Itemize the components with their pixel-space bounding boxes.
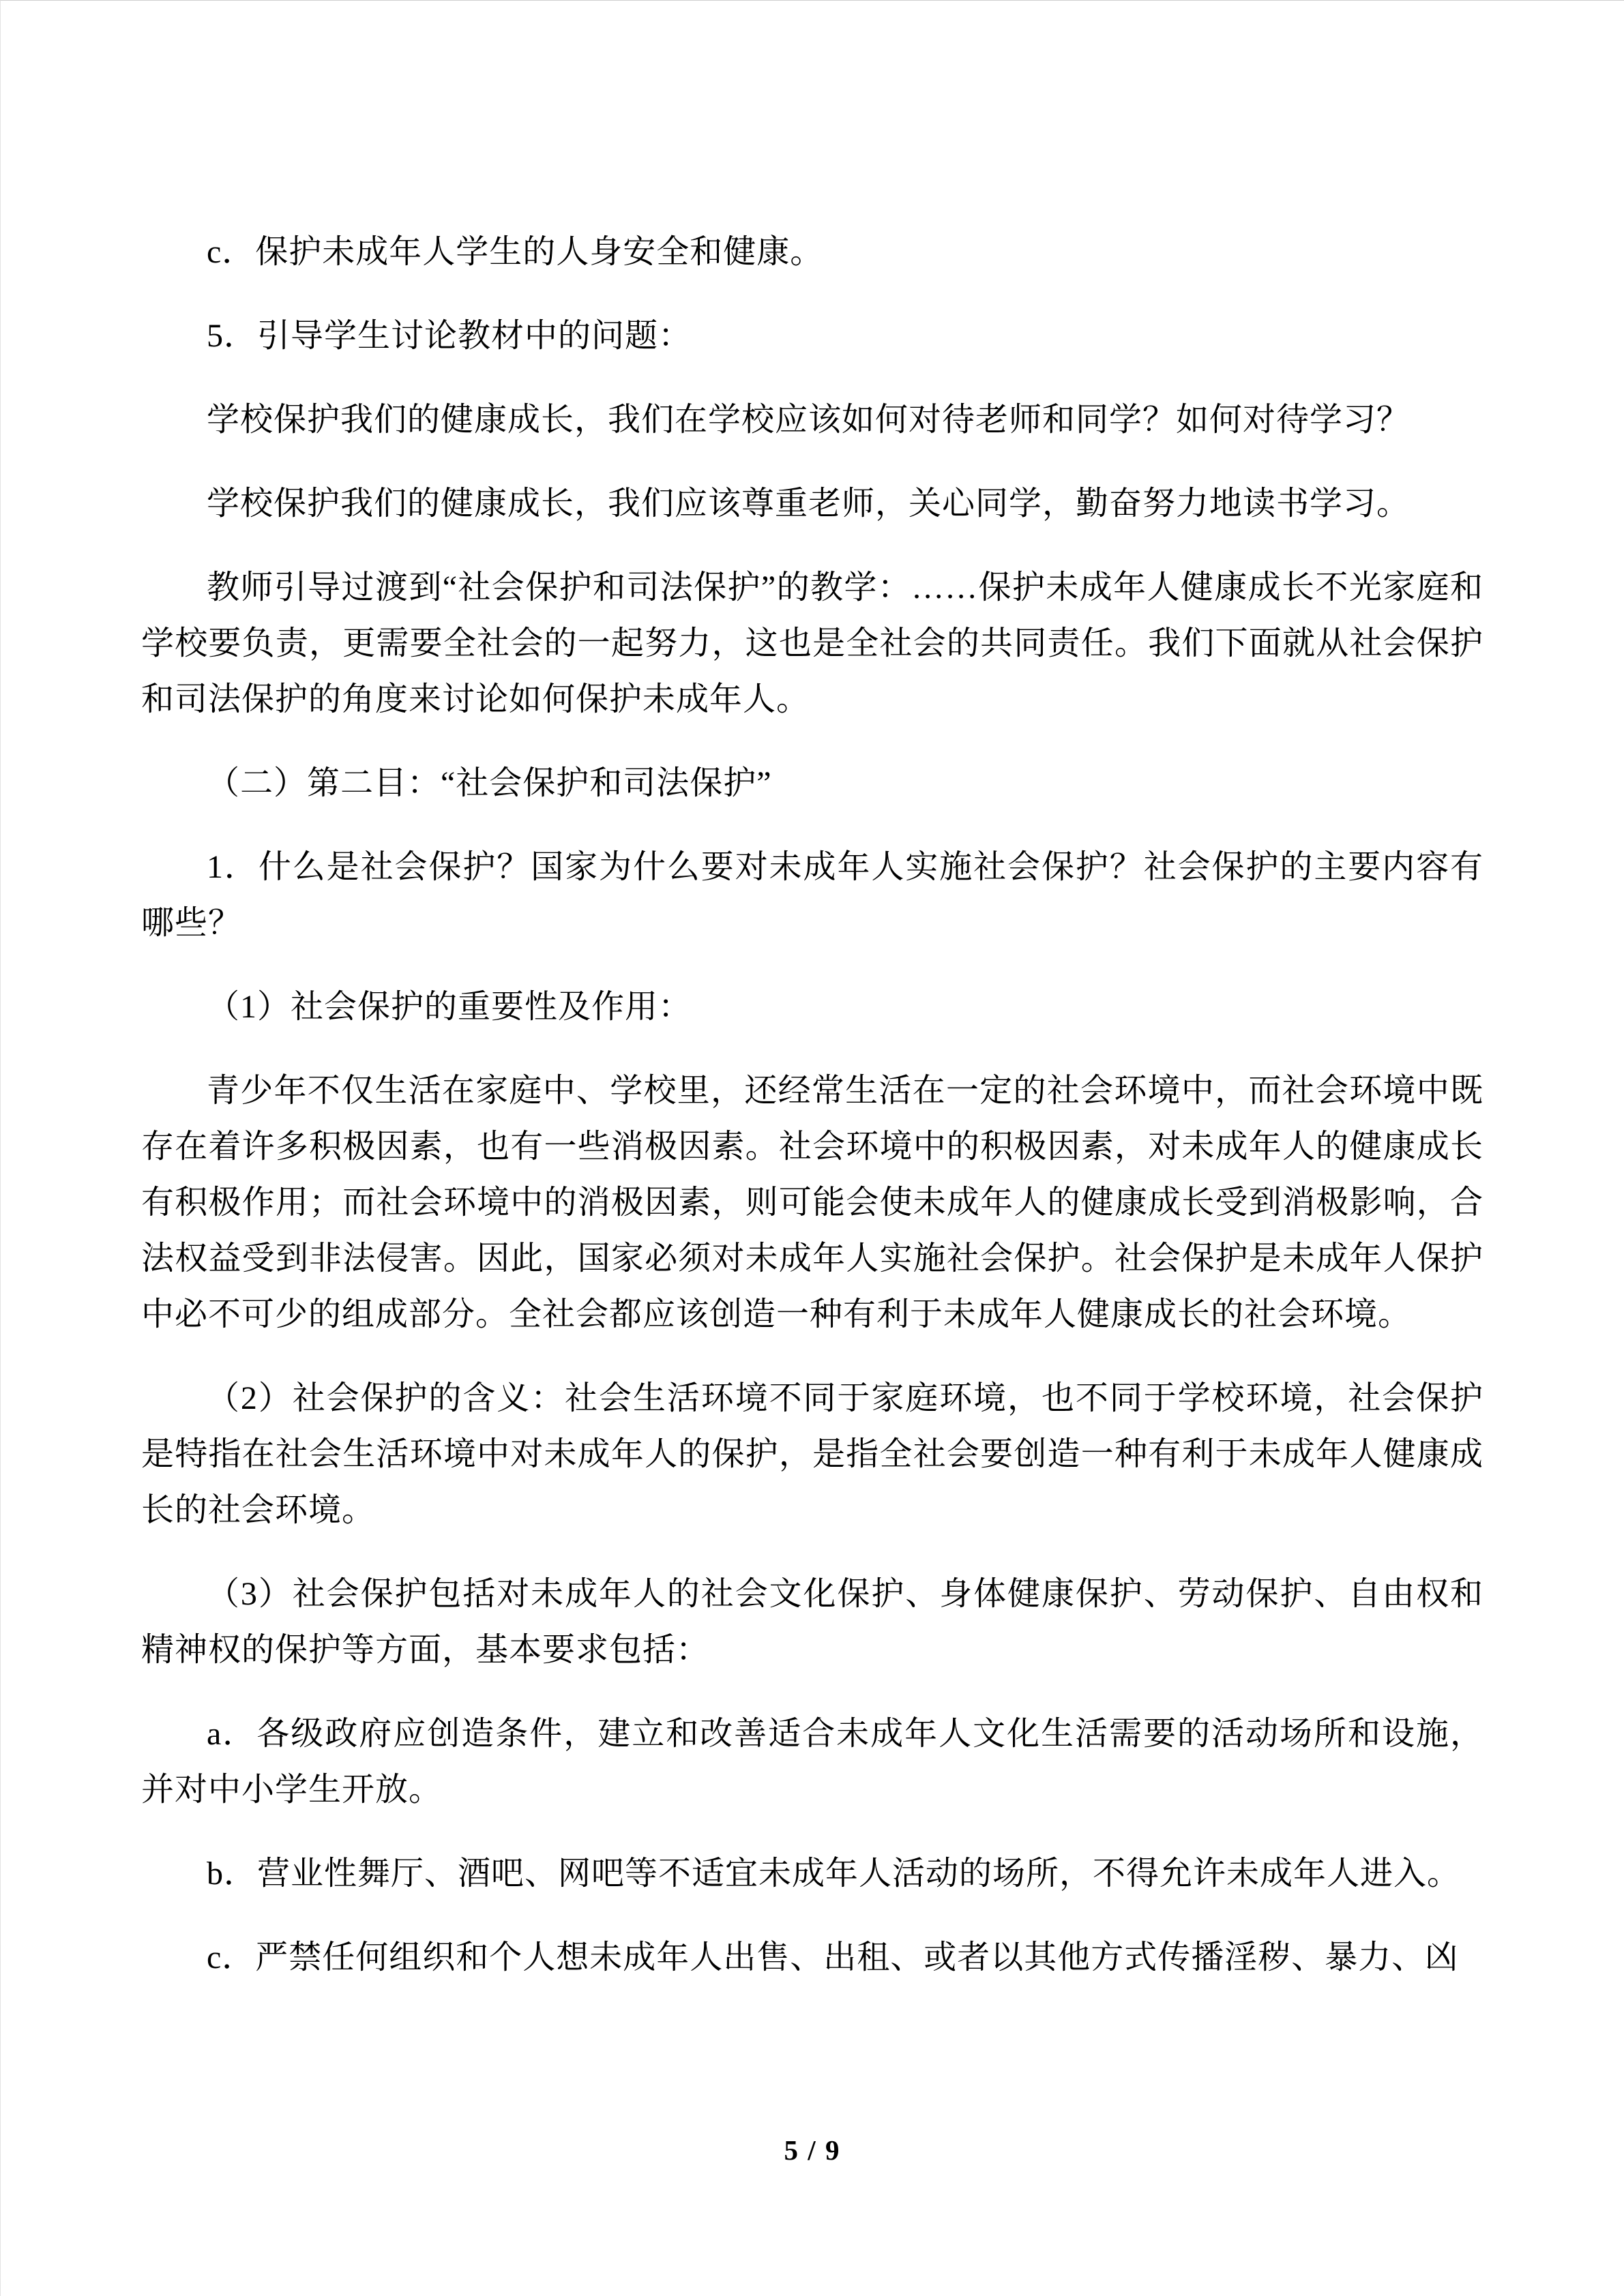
paragraph: 5．引导学生讨论教材中的问题： [207, 318, 692, 354]
paragraph: 学校保护我们的健康成长，我们应该尊重老师，关心同学，勤奋努力地读书学习。 [207, 486, 1411, 522]
paragraph: b．营业性舞厅、酒吧、网吧等不适宜未成年人活动的场所，不得允许未成年人进入。 [207, 1855, 1461, 1892]
paragraph: （1）社会保护的重要性及作用： [207, 989, 692, 1025]
paragraph: （3）社会保护包括对未成年人的社会文化保护、身体健康保护、劳动保护、自由权和精神权的保护等方面，基本要求包括： [141, 1576, 1483, 1668]
paragraph: a．各级政府应创造条件，建立和改善适合未成年人文化生活需要的活动场所和设施，并对中小学生开放。 [141, 1716, 1483, 1808]
page-content [141, 224, 1483, 1986]
paragraph: （二）第二目：“社会保护和司法保护” [207, 765, 772, 801]
paragraph: c．保护未成年人学生的人身安全和健康。 [207, 234, 824, 270]
page-footer [1, 2134, 1624, 2166]
page-number: 5 / 9 [784, 2134, 841, 2166]
paragraph: （2）社会保护的含义：社会生活环境不同于家庭环境，也不同于学校环境，社会保护是特指在社会生活环境中对未成年人的保护，是指全社会要创造一种有利于未成年人健康成长的社会环境。 [141, 1380, 1483, 1528]
paragraph: 教师引导过渡到“社会保护和司法保护”的教学：……保护未成年人健康成长不光家庭和学校要负责，更需要全社会的一起努力，这也是全社会的共同责任。我们下面就从社会保护和司法保护的角度来讨论如何保护未成年人。 [141, 569, 1483, 717]
paragraph: 青少年不仅生活在家庭中、学校里，还经常生活在一定的社会环境中，而社会环境中既存在着许多积极因素，也有一些消极因素。社会环境中的积极因素，对未成年人的健康成长有积极作用；而社会环境中的消极因素，则可能会使未成年人的健康成长受到消极影响，合法权益受到非法侵害。因此，国家必须对未成年人实施社会保护。社会保护是未成年人保护中必不可少的组成部分。全社会都应该创造一种有利于未成年人健康成长的社会环境。 [141, 1073, 1483, 1332]
paragraph: c．严禁任何组织和个人想未成年人出售、出租、或者以其他方式传播淫秽、暴力、凶 [207, 1939, 1459, 1976]
paragraph: 学校保护我们的健康成长，我们在学校应该如何对待老师和同学？如何对待学习？ [207, 402, 1411, 438]
paragraph: 1．什么是社会保护？国家为什么要对未成年人实施社会保护？社会保护的主要内容有哪些？ [141, 849, 1483, 941]
